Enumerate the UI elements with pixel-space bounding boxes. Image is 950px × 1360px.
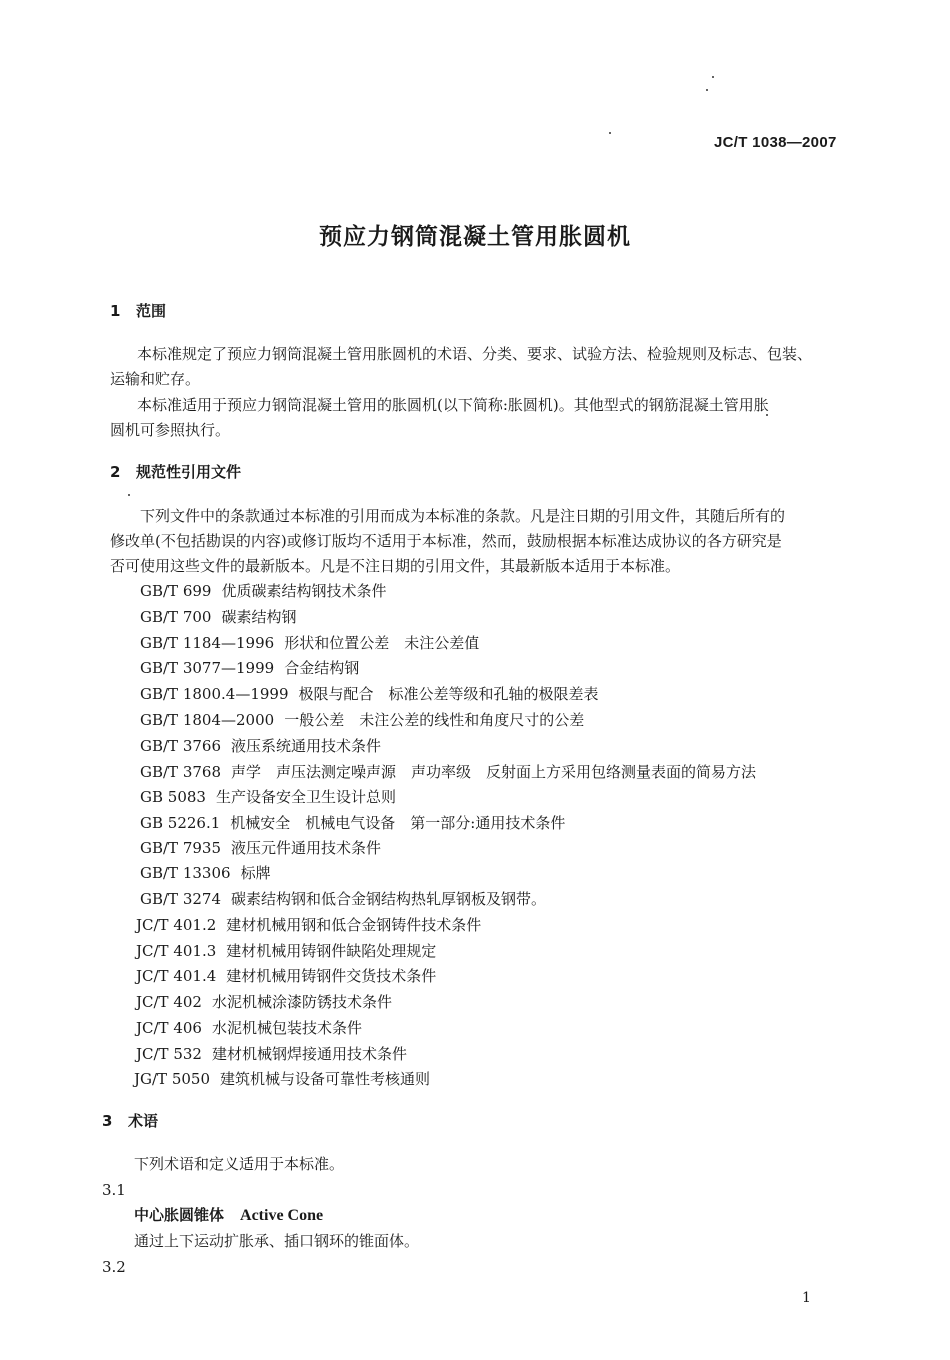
reference-title: 一般公差 未注公差的线性和角度尺寸的公差 — [284, 711, 585, 729]
reference-title: 机械安全 机械电气设备 第一部分:通用技术条件 — [230, 814, 566, 832]
reference-code: GB/T 3274 — [140, 890, 222, 908]
reference-item — [140, 735, 381, 756]
reference-item — [134, 1068, 430, 1089]
paragraph-line: 本标准适用于预应力钢筒混凝土管用的胀圆机(以下简称:胀圆机)。其他型式的钢筋混凝土管用胀 — [137, 396, 769, 414]
paragraph-line: 本标准规定了预应力钢筒混凝土管用胀圆机的术语、分类、要求、试验方法、检验规则及标志、包装、 — [137, 345, 813, 363]
reference-code: GB/T 1800.4—1999 — [140, 685, 289, 703]
term-number: 3.1 — [102, 1181, 126, 1199]
reference-item — [136, 914, 481, 935]
section-3-heading — [102, 1110, 158, 1131]
reference-item — [140, 786, 396, 807]
scan-speck — [609, 132, 611, 134]
reference-code: GB/T 7935 — [140, 839, 222, 857]
reference-title: 水泥机械包装技术条件 — [211, 1019, 362, 1037]
reference-item — [136, 1043, 407, 1064]
reference-code: GB/T 13306 — [140, 864, 231, 882]
standard-code: JC/T 1038—2007 — [714, 134, 837, 151]
reference-title: 建材机械钢焊接通用技术条件 — [211, 1045, 407, 1063]
term-number: 3.2 — [102, 1258, 126, 1276]
section-number: 2 — [110, 463, 121, 481]
reference-code: JG/T 5050 — [134, 1070, 210, 1088]
reference-item — [140, 657, 359, 678]
reference-title: 标牌 — [240, 864, 271, 882]
paragraph-line: 否可使用这些文件的最新版本。凡是不注日期的引用文件，其最新版本适用于本标准。 — [110, 557, 681, 575]
reference-code: GB/T 1804—2000 — [140, 711, 275, 729]
reference-item — [136, 940, 436, 961]
reference-code: GB/T 700 — [140, 608, 212, 626]
reference-item — [140, 606, 296, 627]
term-definition: 通过上下运动扩胀承、插口钢环的锥面体。 — [134, 1232, 420, 1250]
page-number: 1 — [802, 1290, 811, 1306]
reference-title: 液压元件通用技术条件 — [231, 839, 382, 857]
reference-item — [140, 683, 599, 704]
document-title: 预应力钢筒混凝土管用胀圆机 — [319, 224, 631, 250]
reference-item — [140, 580, 386, 601]
reference-code: GB/T 3077—1999 — [140, 659, 275, 677]
term-heading — [134, 1204, 323, 1225]
reference-title: 建材机械用铸钢件缺陷处理规定 — [226, 942, 437, 960]
section-number: 1 — [110, 302, 121, 320]
reference-item — [140, 837, 381, 858]
term-name-en: Active Cone — [240, 1207, 324, 1224]
section-2-heading — [110, 461, 241, 482]
reference-code: JC/T 401.4 — [136, 967, 217, 985]
reference-code: JC/T 401.2 — [136, 916, 217, 934]
reference-item — [140, 709, 584, 730]
term-name-cn: 中心胀圆锥体 — [134, 1206, 225, 1224]
reference-item — [140, 862, 271, 883]
reference-code: GB/T 3768 — [140, 763, 222, 781]
reference-title: 碳素结构钢和低合金钢结构热轧厚钢板及钢带。 — [231, 890, 547, 908]
section-title: 规范性引用文件 — [136, 463, 242, 481]
scan-speck — [706, 89, 708, 91]
reference-item — [136, 1017, 362, 1038]
scan-speck — [128, 494, 130, 496]
reference-item — [140, 888, 546, 909]
paragraph-line: 修改单(不包括勘误的内容)或修订版均不适用于本标准，然而，鼓励根据本标准达成协议的各方研究是 — [110, 532, 782, 550]
scan-speck — [712, 76, 714, 78]
reference-code: GB/T 699 — [140, 582, 212, 600]
reference-title: 生产设备安全卫生设计总则 — [215, 788, 396, 806]
reference-title: 建材机械用钢和低合金钢铸件技术条件 — [226, 916, 482, 934]
reference-title: 极限与配合 标准公差等级和孔轴的极限差表 — [298, 685, 599, 703]
reference-item — [140, 761, 756, 782]
reference-item — [140, 632, 479, 653]
reference-code: GB/T 1184—1996 — [140, 634, 275, 652]
reference-code: GB 5083 — [140, 788, 206, 806]
reference-code: GB 5226.1 — [140, 814, 221, 832]
paragraph-line: 下列文件中的条款通过本标准的引用而成为本标准的条款。凡是注日期的引用文件，其随后所有的 — [140, 507, 786, 525]
reference-code: JC/T 402 — [136, 993, 202, 1011]
section-title: 术语 — [128, 1112, 159, 1130]
section-number: 3 — [102, 1112, 113, 1130]
scan-speck — [766, 414, 768, 416]
paragraph-line: 圆机可参照执行。 — [110, 421, 231, 439]
section-title: 范围 — [136, 302, 167, 320]
reference-code: JC/T 532 — [136, 1045, 202, 1063]
reference-code: JC/T 406 — [136, 1019, 202, 1037]
reference-item — [136, 991, 392, 1012]
reference-title: 优质碳素结构钢技术条件 — [221, 582, 387, 600]
reference-title: 建材机械用铸钢件交货技术条件 — [226, 967, 437, 985]
reference-title: 水泥机械涂漆防锈技术条件 — [211, 993, 392, 1011]
reference-item — [136, 965, 436, 986]
paragraph-line: 运输和贮存。 — [110, 370, 201, 388]
reference-title: 液压系统通用技术条件 — [231, 737, 382, 755]
reference-code: JC/T 401.3 — [136, 942, 217, 960]
paragraph-line: 下列术语和定义适用于本标准。 — [134, 1155, 345, 1173]
reference-item — [140, 812, 565, 833]
reference-title: 建筑机械与设备可靠性考核通则 — [220, 1070, 431, 1088]
reference-title: 碳素结构钢 — [221, 608, 297, 626]
reference-code: GB/T 3766 — [140, 737, 222, 755]
reference-title: 形状和位置公差 未注公差值 — [284, 634, 480, 652]
section-1-heading — [110, 300, 166, 321]
reference-title: 合金结构钢 — [284, 659, 360, 677]
reference-title: 声学 声压法测定噪声源 声功率级 反射面上方采用包络测量表面的简易方法 — [231, 763, 757, 781]
